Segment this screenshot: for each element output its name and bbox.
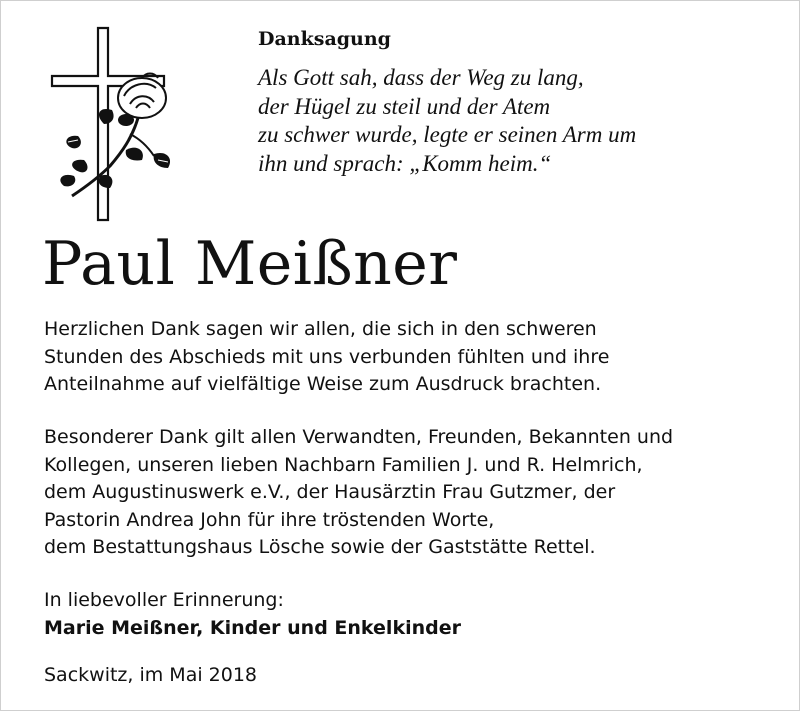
poem	[258, 64, 636, 178]
text-line: Herzlichen Dank sagen wir allen, die sich in den schweren	[44, 318, 597, 340]
poem-line: Als Gott sah, dass der Weg zu lang,	[258, 65, 584, 90]
special-thanks-paragraph	[44, 424, 673, 562]
text-line: dem Bestattungshaus Lösche sowie der Gaststätte Rettel.	[44, 536, 596, 558]
text-line: Pastorin Andrea John für ihre tröstenden Worte,	[44, 508, 495, 531]
heading: Danksagung	[258, 28, 391, 50]
text-line: Besonderer Dank gilt allen Verwandten, Freunden, Bekannten und	[44, 426, 674, 448]
poem-line: zu schwer wurde, legte er seinen Arm um	[258, 122, 637, 147]
signature-block	[44, 587, 461, 642]
text-line: Stunden des Abschieds mit uns verbunden fühlten und ihre	[44, 345, 610, 368]
text-line: Kollegen, unseren lieben Nachbarn Familien J. und R. Helmrich,	[44, 453, 643, 476]
poem-line: ihn und sprach: „Komm heim.“	[258, 150, 552, 176]
place-date: Sackwitz, im Mai 2018	[44, 664, 258, 686]
poem-line: der Hügel zu steil und der Atem	[258, 93, 551, 119]
remembrance-line: In liebevoller Erinnerung:	[44, 589, 284, 611]
text-line: Anteilnahme auf vielfältige Weise zum Ausdruck brachten.	[44, 373, 602, 395]
thanks-paragraph	[44, 316, 609, 399]
deceased-name: Paul Meißner	[42, 229, 458, 299]
family-names: Marie Meißner, Kinder und Enkelkinder	[44, 616, 461, 639]
text-line: dem Augustinuswerk e.V., der Hausärztin Frau Gutzmer, der	[44, 481, 616, 503]
cross-with-rose-icon	[50, 26, 180, 222]
